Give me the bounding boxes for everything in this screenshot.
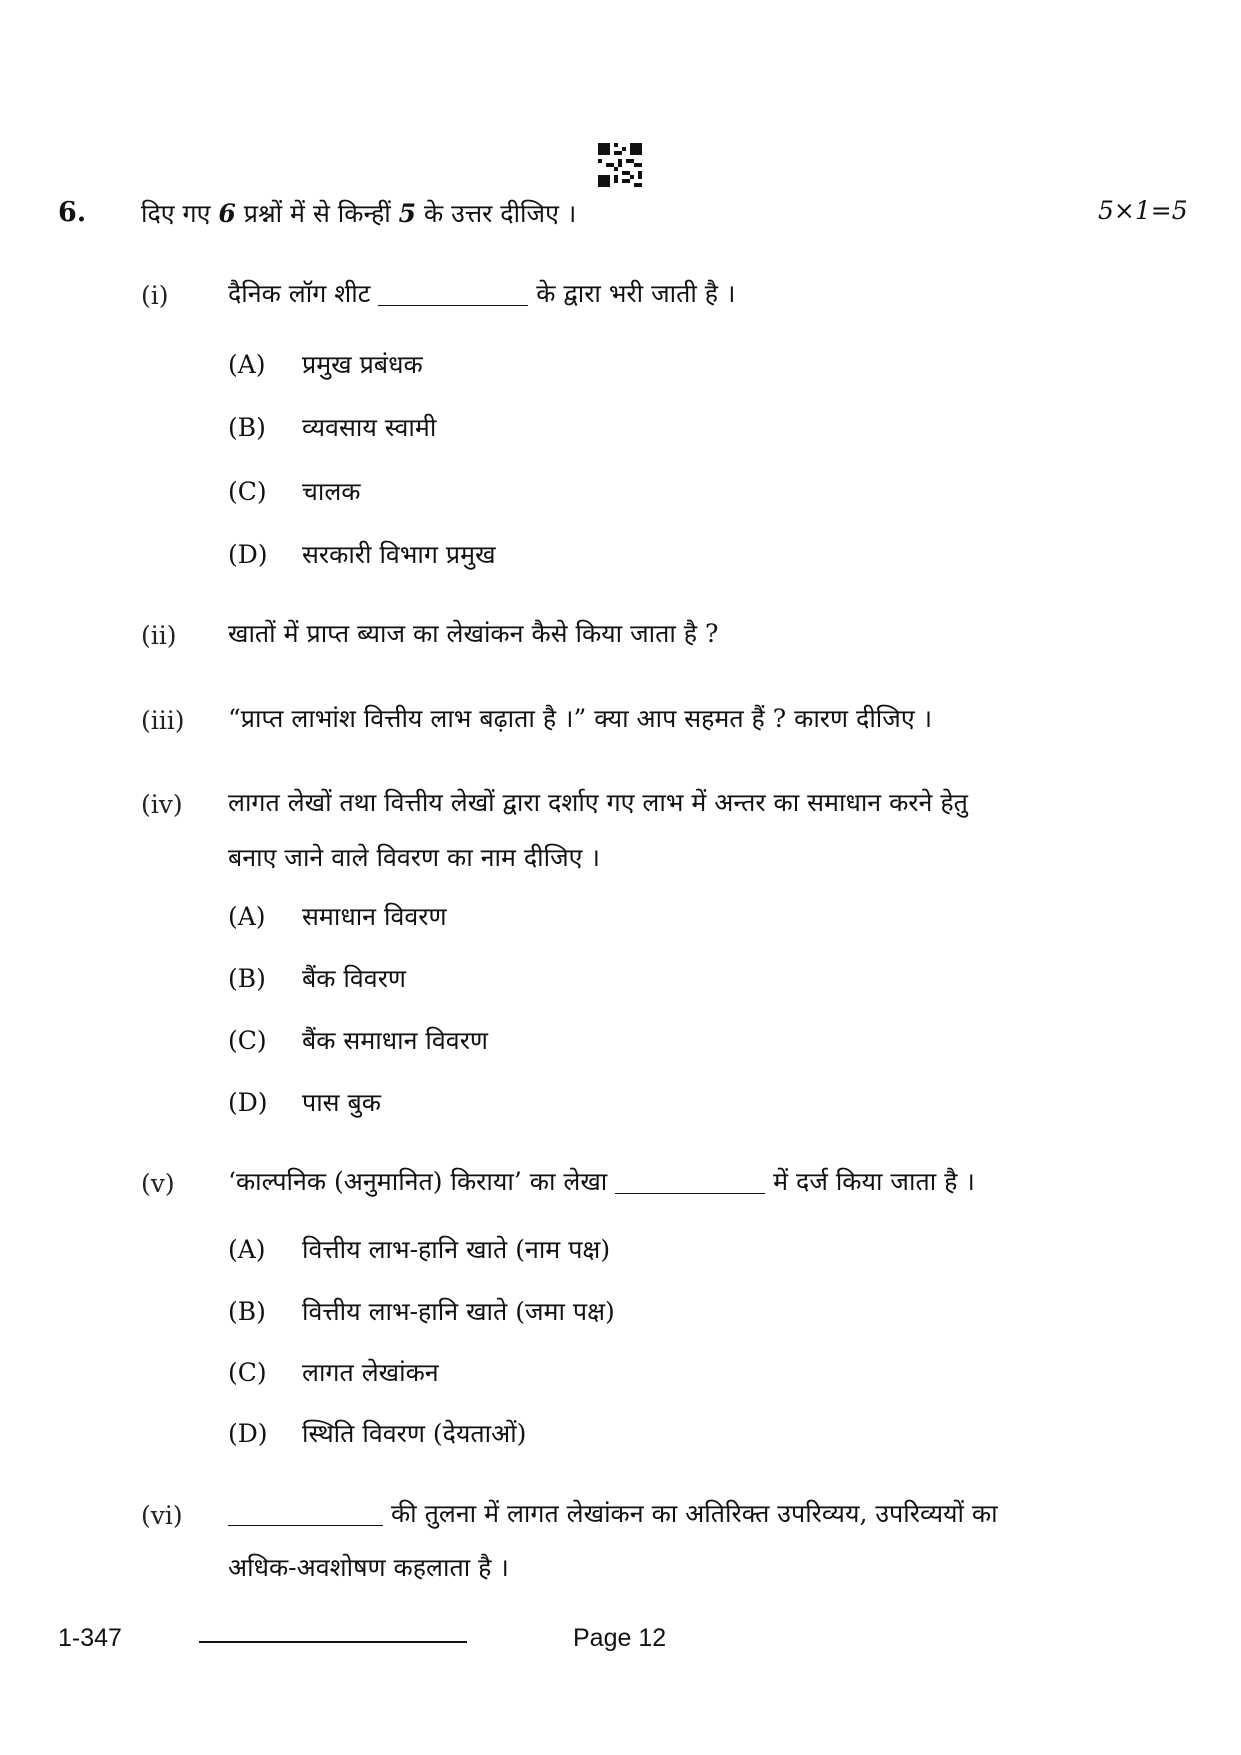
option: (D) सरकारी विभाग प्रमुख: [228, 540, 496, 569]
sub-question-label: (iv): [141, 790, 183, 819]
sub-question-text: खातों में प्राप्त ब्याज का लेखांकन कैसे किया जाता है ?: [228, 619, 719, 648]
sub-question-label: (i): [141, 281, 169, 310]
total-questions: 6: [218, 199, 236, 228]
option: (D) स्थिति विवरण (देयताओं): [228, 1419, 527, 1448]
option: (A) वित्तीय लाभ-हानि खाते (नाम पक्ष): [228, 1235, 611, 1264]
sub-question-text: लागत लेखों तथा वित्तीय लेखों द्वारा दर्शाए गए लाभ में अन्तर का समाधान करने हेतु: [228, 788, 968, 817]
sub-question-text: “प्राप्त लाभांश वित्तीय लाभ बढ़ाता है ।” क्या आप सहमत हैं ? कारण दीजिए ।: [228, 704, 933, 733]
sub-question-text: की तुलना में लागत लेखांकन का अतिरिक्त उपरिव्यय, उपरिव्ययों का: [228, 1487, 998, 1541]
sub-question-text-continued: बनाए जाने वाले विवरण का नाम दीजिए ।: [228, 843, 600, 872]
option: (B) बैंक विवरण: [228, 964, 406, 993]
question-number: 6.: [58, 197, 87, 228]
option: (B) व्यवसाय स्वामी: [228, 413, 437, 442]
footer-divider: [199, 1641, 467, 1643]
sub-question-label: (iii): [141, 706, 185, 735]
page-number: Page 12: [573, 1624, 667, 1652]
sub-question-label: (vi): [141, 1501, 183, 1530]
option: (B) वित्तीय लाभ-हानि खाते (जमा पक्ष): [228, 1297, 615, 1326]
option: (C) बैंक समाधान विवरण: [228, 1026, 488, 1055]
attempt-questions: 5: [398, 199, 417, 228]
sub-question-label: (ii): [141, 621, 177, 650]
option: (C) चालक: [228, 477, 361, 506]
option: (D) पास बुक: [228, 1088, 381, 1117]
paper-code: 1-347: [58, 1624, 122, 1652]
option: (A) प्रमुख प्रबंधक: [228, 350, 423, 379]
answer-blank: [378, 280, 528, 306]
option: (A) समाधान विवरण: [228, 902, 447, 931]
sub-question-text-continued: अधिक-अवशोषण कहलाता है ।: [228, 1553, 509, 1582]
answer-blank: [615, 1168, 765, 1194]
sub-question-text: ‘काल्पनिक (अनुमानित) किराया’ का लेखा में दर्ज किया जाता है ।: [228, 1167, 975, 1196]
answer-blank: [228, 1500, 383, 1526]
question-instruction: दिए गए 6 प्रश्नों में से किन्हीं 5 के उत्तर दीजिए ।: [141, 199, 577, 228]
sub-question-label: (v): [141, 1169, 175, 1198]
option: (C) लागत लेखांकन: [228, 1358, 439, 1387]
marks-allocation: 5×1=5: [1098, 196, 1188, 225]
qr-code-icon: [598, 143, 642, 187]
sub-question-text: दैनिक लॉग शीट के द्वारा भरी जाती है ।: [228, 279, 736, 308]
